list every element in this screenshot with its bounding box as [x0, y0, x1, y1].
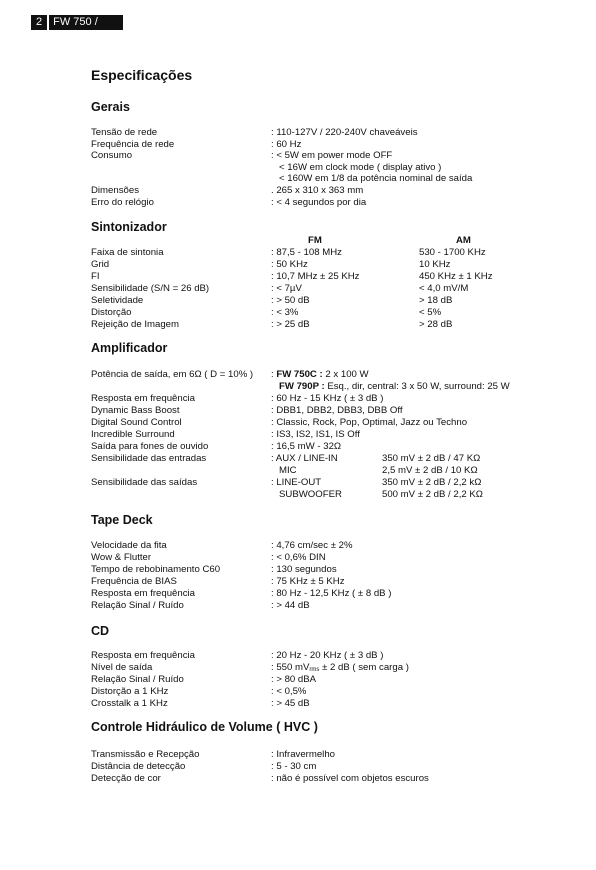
spec-value: : 5 - 30 cm — [271, 761, 317, 772]
fm-value: : > 50 dB — [271, 295, 310, 306]
spec-value: : 20 Hz - 20 KHz ( ± 3 dB ) — [271, 650, 384, 661]
spec-label: Transmissão e Recepção — [91, 749, 200, 760]
spec-value: < 16W em clock mode ( display ativo ) — [279, 162, 442, 173]
am-value: 450 KHz ± 1 KHz — [419, 271, 493, 282]
fm-value: : 10,7 MHz ± 25 KHz — [271, 271, 360, 282]
spec-value: : 60 Hz — [271, 139, 302, 150]
output-name: SUBWOOFER — [279, 489, 342, 500]
spec-label: Saída para fones de ouvido — [91, 441, 209, 452]
spec-label: Sensibilidade (S/N = 26 dB) — [91, 283, 210, 294]
spec-value: : IS3, IS2, IS1, IS Off — [271, 429, 360, 440]
spec-label: Digital Sound Control — [91, 417, 182, 428]
section-title-tape-deck: Tape Deck — [91, 513, 153, 527]
spec-value: : 16,5 mW - 32Ω — [271, 441, 342, 452]
spec-value: : < 0,6% DIN — [271, 552, 326, 563]
spec-label: Dimensões — [91, 185, 139, 196]
spec-value: < 160W em 1/8 da potência nominal de saída — [279, 173, 473, 184]
fm-value: : > 25 dB — [271, 319, 310, 330]
section-title-amplificador: Amplificador — [91, 341, 168, 355]
fm-value: : 87,5 - 108 MHz — [271, 247, 342, 258]
spec-label: Potência de saída, em 6Ω ( D = 10% ) — [91, 369, 254, 380]
spec-value: : 60 Hz - 15 KHz ( ± 3 dB ) — [271, 393, 384, 404]
spec-label: Velocidade da fita — [91, 540, 167, 551]
spec-label: Resposta em frequência — [91, 393, 195, 404]
am-value: > 28 dB — [419, 319, 453, 330]
spec-value: : 4,76 cm/sec ± 2% — [271, 540, 353, 551]
fm-value: : 50 KHz — [271, 259, 308, 270]
spec-label: Tensão de rede — [91, 127, 158, 138]
spec-label: Consumo — [91, 150, 133, 161]
spec-label: Grid — [91, 259, 110, 270]
output-value: 500 mV ± 2 dB / 2,2 KΩ — [382, 489, 483, 500]
section-title-cd: CD — [91, 624, 110, 638]
input-value: 350 mV ± 2 dB / 47 KΩ — [382, 453, 481, 464]
am-value: > 18 dB — [419, 295, 453, 306]
spec-value: : 75 KHz ± 5 KHz — [271, 576, 345, 587]
spec-label: Tempo de rebobinamento C60 — [91, 564, 221, 575]
spec-label: Erro do relógio — [91, 197, 154, 208]
am-value: < 4,0 mV/M — [419, 283, 469, 294]
page-title: Especificações — [91, 67, 193, 83]
spec-value: : > 45 dB — [271, 698, 310, 709]
spec-label: Nível de saída — [91, 662, 153, 673]
spec-label: Seletividade — [91, 295, 144, 306]
spec-value: : < 5W em power mode OFF — [271, 150, 393, 161]
spec-value: : 80 Hz - 12,5 KHz ( ± 8 dB ) — [271, 588, 392, 599]
model-name: FW 750C : — [276, 369, 323, 380]
column-header-fm: FM — [308, 235, 322, 246]
spec-label: Distância de detecção — [91, 761, 186, 772]
input-name: : AUX / LINE-IN — [271, 453, 338, 464]
output-name: : LINE-OUT — [271, 477, 322, 488]
fm-value: : < 3% — [271, 307, 299, 318]
am-value: < 5% — [419, 307, 442, 318]
spec-value: : Classic, Rock, Pop, Optimal, Jazz ou Techno — [271, 417, 468, 428]
section-title-hvc: Controle Hidráulico de Volume ( HVC ) — [91, 720, 318, 734]
input-name: MIC — [279, 465, 297, 476]
spec-value: . 265 x 310 x 363 mm — [271, 185, 364, 196]
page-header — [31, 15, 123, 43]
spec-label: Resposta em frequência — [91, 588, 195, 599]
input-value: 2,5 mV ± 2 dB / 10 KΩ — [382, 465, 478, 476]
spec-value: FW 790P : Esq., dir, central: 3 x 50 W, surround: 25 W — [279, 381, 510, 392]
page-number: 2 — [31, 15, 47, 30]
spec-label: Incredible Surround — [91, 429, 175, 440]
am-value: 530 - 1700 KHz — [419, 247, 486, 258]
spec-label: Sensibilidade das saídas — [91, 477, 198, 488]
rms-subscript: rms — [309, 667, 320, 673]
spec-label: Crosstalk a 1 KHz — [91, 698, 168, 709]
spec-label: Frequência de rede — [91, 139, 175, 150]
spec-label: Rejeição de Imagem — [91, 319, 179, 330]
spec-value: : < 4 segundos por dia — [271, 197, 367, 208]
spec-label: Dynamic Bass Boost — [91, 405, 180, 416]
spec-value: : Infravermelho — [271, 749, 335, 760]
spec-value: : não é possível com objetos escuros — [271, 773, 429, 784]
spec-label: Frequência de BIAS — [91, 576, 177, 587]
spec-label: FI — [91, 271, 100, 282]
spec-label: Faixa de sintonia — [91, 247, 164, 258]
spec-label: Resposta em frequência — [91, 650, 195, 661]
spec-label: Distorção — [91, 307, 132, 318]
spec-value: : > 80 dBA — [271, 674, 317, 685]
spec-label: Wow & Flutter — [91, 552, 152, 563]
spec-label: Sensibilidade das entradas — [91, 453, 207, 464]
spec-value: : > 44 dB — [271, 600, 310, 611]
column-header-am: AM — [456, 235, 471, 246]
output-value: 350 mV ± 2 dB / 2,2 kΩ — [382, 477, 482, 488]
model-name: FW 790P : — [279, 381, 325, 392]
section-title-sintonizador: Sintonizador — [91, 220, 167, 234]
spec-value: : FW 750C : 2 x 100 W — [271, 369, 369, 380]
am-value: 10 KHz — [419, 259, 451, 270]
spec-label: Relação Sinal / Ruído — [91, 674, 184, 685]
spec-label: Relação Sinal / Ruído — [91, 600, 184, 611]
spec-value: : < 0,5% — [271, 686, 307, 697]
spec-label: Detecção de cor — [91, 773, 161, 784]
spec-value: : 110-127V / 220-240V chaveáveis — [271, 127, 418, 138]
spec-value: : DBB1, DBB2, DBB3, DBB Off — [271, 405, 403, 416]
spec-label: Distorção a 1 KHz — [91, 686, 169, 697]
spec-value: : 550 $mV_{rms} \pm 2$ dB ( sem carga ) — [271, 662, 409, 673]
fm-value: : < 7µV — [271, 283, 302, 294]
section-title-gerais: Gerais — [91, 100, 130, 114]
model-label: FW 750 / 790 — [49, 15, 123, 30]
spec-value: : 130 segundos — [271, 564, 337, 575]
